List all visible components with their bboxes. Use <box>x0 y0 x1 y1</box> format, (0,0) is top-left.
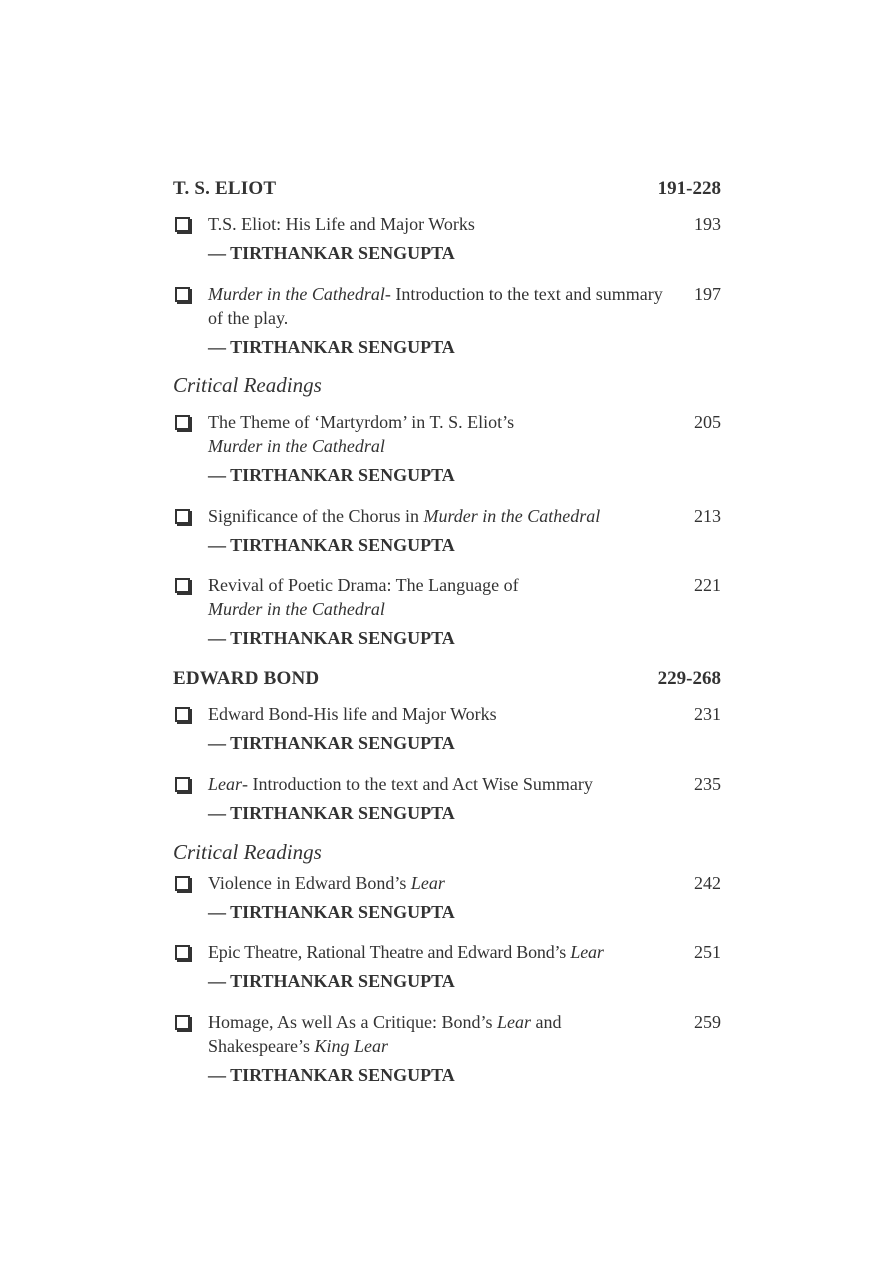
checkbox-bullet-icon <box>175 509 190 524</box>
checkbox-bullet-icon <box>175 707 190 722</box>
entry-page: 231 <box>694 704 721 724</box>
checkbox-bullet-icon <box>175 287 190 302</box>
entry-author: — TIRTHANKAR SENGUPTA <box>208 628 455 648</box>
checkbox-bullet-icon <box>175 217 190 232</box>
entry-author: — TIRTHANKAR SENGUPTA <box>208 803 455 823</box>
entry-title: Epic Theatre, Rational Theatre and Edward Bond’s Lear <box>208 942 604 962</box>
entry-title: The Theme of ‘Martyrdom’ in T. S. Eliot’s Murder in the Cathedral <box>208 412 515 456</box>
entry-author: — TIRTHANKAR SENGUPTA <box>208 243 455 263</box>
entry-title: Revival of Poetic Drama: The Language of Murder in the Cathedral <box>208 575 519 619</box>
entry-author: — TIRTHANKAR SENGUPTA <box>208 337 455 357</box>
section-title: T. S. ELIOT <box>173 178 277 199</box>
section-heading-eliot <box>173 178 721 202</box>
checkbox-bullet-icon <box>175 1015 190 1030</box>
entry-page: 197 <box>694 284 721 304</box>
entry-author: — TIRTHANKAR SENGUPTA <box>208 971 455 991</box>
subheading-critical-readings: Critical Readings <box>173 840 322 864</box>
checkbox-bullet-icon <box>175 578 190 593</box>
section-title: EDWARD BOND <box>173 668 320 689</box>
entry-page: 193 <box>694 214 721 234</box>
entry-page: 251 <box>694 942 721 962</box>
checkbox-bullet-icon <box>175 777 190 792</box>
entry-title: Violence in Edward Bond’s Lear <box>208 873 445 893</box>
checkbox-bullet-icon <box>175 876 190 891</box>
entry-title: Homage, As well As a Critique: Bond’s Lear and Shakespeare’s King Lear <box>208 1012 562 1056</box>
section-heading-bond <box>173 668 721 692</box>
checkbox-bullet-icon <box>175 415 190 430</box>
entry-author: — TIRTHANKAR SENGUPTA <box>208 902 455 922</box>
entry-title: Significance of the Chorus in Murder in the Cathedral <box>208 506 601 526</box>
entry-page: 235 <box>694 774 721 794</box>
section-page-range: 229-268 <box>657 668 721 689</box>
entry-author: — TIRTHANKAR SENGUPTA <box>208 465 455 485</box>
entry-page: 205 <box>694 412 721 432</box>
entry-title: T.S. Eliot: His Life and Major Works <box>208 214 475 234</box>
entry-page: 213 <box>694 506 721 526</box>
entry-author: — TIRTHANKAR SENGUPTA <box>208 733 455 753</box>
entry-title: Lear- Introduction to the text and Act Wise Summary <box>208 774 593 794</box>
entry-page: 221 <box>694 575 721 595</box>
entry-author: — TIRTHANKAR SENGUPTA <box>208 535 455 555</box>
checkbox-bullet-icon <box>175 945 190 960</box>
entry-author: — TIRTHANKAR SENGUPTA <box>208 1065 455 1085</box>
section-page-range: 191-228 <box>657 178 721 199</box>
subheading-critical-readings: Critical Readings <box>173 373 322 397</box>
entry-title: Edward Bond-His life and Major Works <box>208 704 497 724</box>
entry-title: Murder in the Cathedral- Introduction to the text and summary of the play. <box>208 284 663 328</box>
entry-page: 259 <box>694 1012 721 1032</box>
entry-page: 242 <box>694 873 721 893</box>
